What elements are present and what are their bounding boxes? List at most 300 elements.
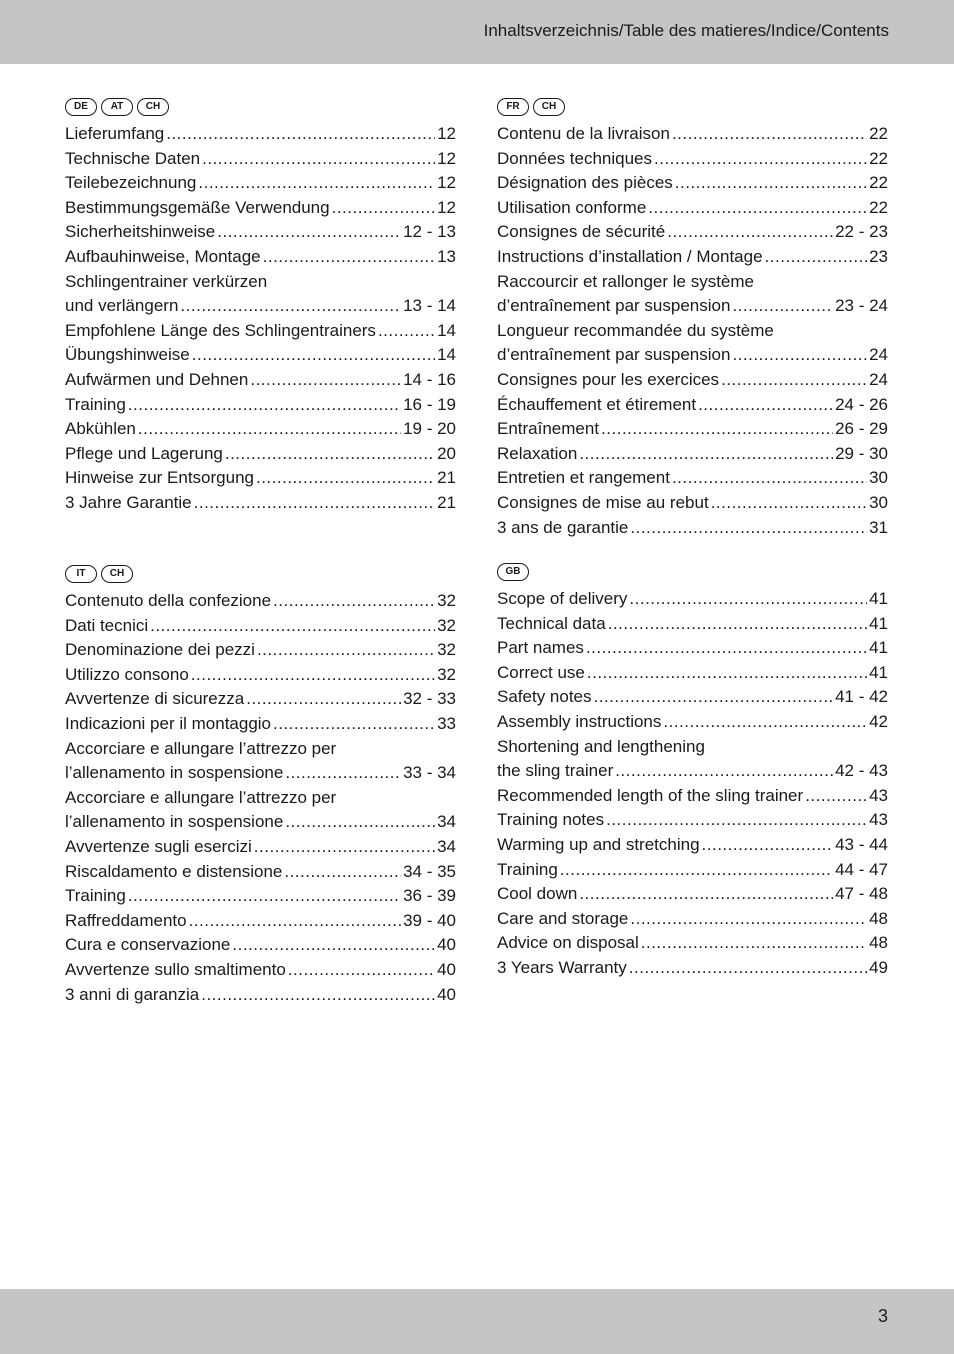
toc-entry-page: 22 — [869, 173, 888, 193]
dot-leader — [254, 835, 435, 860]
dot-leader — [128, 884, 401, 909]
toc-entry[interactable] — [65, 343, 456, 368]
toc-entry-title: Utilisation conforme — [497, 197, 647, 217]
toc-entry-page: 14 - 16 — [403, 369, 456, 389]
toc-entry-page: 31 — [869, 517, 888, 537]
toc-entry-line — [65, 933, 456, 958]
toc-entry-page: 14 — [437, 320, 456, 340]
toc-entry[interactable] — [65, 220, 456, 245]
toc-entry-page: 23 — [869, 246, 888, 266]
toc-entry-page: 43 — [869, 810, 888, 830]
toc-entry-title: Recommended length of the sling trainer — [497, 785, 804, 805]
toc-section-it — [65, 563, 456, 1007]
dot-leader — [285, 761, 401, 786]
country-badges — [65, 96, 456, 118]
toc-entry-title: Sicherheitshinweise — [65, 222, 216, 242]
country-badge-it: IT — [65, 565, 97, 583]
dot-leader — [629, 587, 867, 612]
toc-entry[interactable] — [65, 958, 456, 983]
dot-leader — [615, 759, 833, 784]
toc-entry-line — [65, 417, 456, 442]
toc-entry-title: l’allenamento in sospensione — [65, 763, 284, 783]
dot-leader — [654, 147, 867, 172]
dot-leader — [587, 661, 867, 686]
toc-entry-title: Empfohlene Länge des Schlingentrainers — [65, 320, 376, 340]
toc-entry[interactable] — [497, 491, 888, 516]
toc-entry-title: Hinweise zur Entsorgung — [65, 468, 254, 488]
toc-entry[interactable] — [65, 983, 456, 1008]
toc-entry-page: 22 - 23 — [835, 222, 888, 242]
toc-entry-title: Utilizzo consono — [65, 664, 189, 684]
toc-entry-title: Part names — [497, 638, 584, 658]
toc-entry-title: d’entraînement par suspension — [497, 296, 731, 316]
toc-entry-line — [65, 810, 456, 835]
toc-entry-page: 41 — [869, 589, 888, 608]
toc-entry[interactable] — [497, 368, 888, 393]
toc-entry-line — [497, 931, 888, 956]
toc-entry-title: Warming up and stretching — [497, 834, 700, 854]
toc-entry-page: 22 — [869, 124, 888, 143]
toc-entry[interactable] — [65, 393, 456, 418]
toc-entry-page: 41 — [869, 613, 888, 633]
toc-entry-line — [497, 294, 888, 319]
toc-entry-line — [497, 491, 888, 516]
toc-entry[interactable] — [65, 614, 456, 639]
dot-leader — [641, 931, 867, 956]
toc-entry-title: Lieferumfang — [65, 124, 165, 143]
toc-entry-page: 21 — [437, 468, 456, 488]
toc-entry-line — [497, 122, 888, 147]
dot-leader — [630, 907, 867, 932]
toc-entry[interactable] — [65, 835, 456, 860]
dot-leader — [560, 858, 833, 883]
dot-leader — [217, 220, 401, 245]
toc-entry-line — [497, 442, 888, 467]
toc-entry[interactable] — [497, 956, 888, 981]
dot-leader — [250, 368, 401, 393]
dot-leader — [257, 638, 435, 663]
toc-entry-title: Abkühlen — [65, 419, 136, 439]
dot-leader — [202, 147, 435, 172]
toc-entry-line — [65, 122, 456, 147]
toc-entry-title: Entretien et rangement — [497, 468, 670, 488]
toc-entry-line — [497, 147, 888, 172]
toc-entry-page: 43 - 44 — [835, 834, 888, 854]
toc-entry-line — [65, 761, 456, 786]
toc-entry-line — [497, 516, 888, 541]
dot-leader — [667, 220, 833, 245]
toc-list — [65, 122, 456, 516]
dot-leader — [608, 612, 867, 637]
country-badge-fr: FR — [497, 98, 529, 116]
toc-entry-line — [65, 663, 456, 688]
dot-leader — [128, 393, 401, 418]
toc-entry[interactable] — [497, 122, 888, 147]
toc-entry-title: Übungshinweise — [65, 345, 190, 365]
toc-entry[interactable] — [65, 171, 456, 196]
dot-leader — [702, 833, 834, 858]
toc-entry-title: Consignes de sécurité — [497, 222, 666, 242]
toc-entry-page: 26 - 29 — [835, 419, 888, 439]
toc-entry-page: 24 — [869, 345, 888, 365]
toc-entry-title: Avvertenze sugli esercizi — [65, 836, 252, 856]
toc-entry-title: Training — [65, 886, 126, 906]
toc-entry[interactable] — [497, 858, 888, 883]
toc-entry[interactable] — [65, 147, 456, 172]
toc-entry-title: und verlängern — [65, 296, 179, 316]
toc-entry-page: 43 — [869, 785, 888, 805]
toc-entry-line — [497, 833, 888, 858]
toc-entry[interactable] — [497, 636, 888, 661]
toc-entry-line — [497, 784, 888, 809]
toc-entry-line — [497, 417, 888, 442]
toc-entry[interactable] — [497, 245, 888, 270]
toc-entry[interactable] — [65, 663, 456, 688]
dot-leader — [166, 122, 435, 147]
toc-entry-page: 12 — [437, 173, 456, 193]
toc-entry-line — [497, 907, 888, 932]
toc-entry-line — [65, 245, 456, 270]
toc-entry-line — [497, 343, 888, 368]
toc-entry-title: Indicazioni per il montaggio — [65, 713, 272, 733]
country-badges — [497, 96, 888, 118]
dot-leader — [586, 636, 867, 661]
toc-entry-page: 34 - 35 — [403, 861, 456, 881]
toc-entry-page: 40 — [437, 935, 456, 955]
toc-entry-title: 3 ans de garantie — [497, 517, 629, 537]
toc-entry-page: 32 — [437, 591, 456, 610]
toc-entry[interactable] — [65, 319, 456, 344]
toc-entry[interactable] — [65, 122, 456, 147]
dot-leader — [675, 171, 867, 196]
toc-entry-line — [65, 638, 456, 663]
toc-entry[interactable] — [65, 196, 456, 221]
toc-entry-page: 16 - 19 — [403, 394, 456, 414]
toc-entry-line — [65, 491, 456, 516]
toc-entry-line — [65, 860, 456, 885]
toc-entry-title: Consignes de mise au rebut — [497, 492, 709, 512]
dot-leader — [629, 956, 867, 981]
toc-entry-title: Aufwärmen und Dehnen — [65, 369, 249, 389]
toc-entry-line — [65, 171, 456, 196]
toc-entry[interactable] — [65, 368, 456, 393]
toc-entry-page: 12 — [437, 197, 456, 217]
dot-leader — [765, 245, 868, 270]
toc-entry-page: 41 — [869, 638, 888, 658]
toc-entry-line — [65, 393, 456, 418]
toc-entry-page: 48 — [869, 933, 888, 953]
country-badges — [65, 563, 456, 585]
dot-leader — [256, 466, 435, 491]
toc-entry-title-line1: Shortening and lengthening — [497, 736, 705, 756]
toc-entry-title: Contenuto della confezione — [65, 591, 272, 610]
toc-entry-title: Aufbauhinweise, Montage — [65, 246, 261, 266]
country-badge-de: DE — [65, 98, 97, 116]
toc-entry[interactable] — [65, 933, 456, 958]
dot-leader — [191, 663, 435, 688]
toc-entry-page: 32 — [437, 640, 456, 660]
dot-leader — [273, 589, 435, 614]
toc-entry[interactable] — [65, 466, 456, 491]
toc-entry-line — [497, 685, 888, 710]
dot-leader — [672, 122, 867, 147]
toc-entry[interactable] — [497, 270, 888, 319]
toc-entry[interactable] — [65, 687, 456, 712]
toc-entry-line — [65, 319, 456, 344]
toc-entry[interactable] — [497, 147, 888, 172]
toc-entry-title: Advice on disposal — [497, 933, 639, 953]
toc-entry-title: Données techniques — [497, 148, 653, 168]
dot-leader — [601, 417, 833, 442]
toc-entry-line — [65, 196, 456, 221]
toc-entry-page: 29 - 30 — [835, 443, 888, 463]
dot-leader — [288, 958, 435, 983]
dot-leader — [284, 860, 401, 885]
country-badge-gb: GB — [497, 563, 529, 581]
toc-entry-line — [497, 196, 888, 221]
toc-entry-title: Bestimmungsgemäße Verwendung — [65, 197, 330, 217]
toc-entry[interactable] — [65, 638, 456, 663]
toc-entry-title: Contenu de la livraison — [497, 124, 670, 143]
toc-entry-title: Désignation des pièces — [497, 173, 673, 193]
toc-entry-title: Teilebezeichnung — [65, 173, 197, 193]
toc-entry-title: 3 anni di garanzia — [65, 984, 200, 1004]
toc-entry[interactable] — [497, 612, 888, 637]
toc-section-fr — [497, 96, 888, 540]
toc-entry-title: Instructions d’installation / Montage — [497, 246, 763, 266]
toc-entry-page: 19 - 20 — [403, 419, 456, 439]
toc-entry-line — [65, 147, 456, 172]
toc-entry-line — [497, 612, 888, 637]
dot-leader — [198, 171, 435, 196]
toc-entry-title: Avvertenze di sicurezza — [65, 689, 245, 709]
toc-entry[interactable] — [497, 833, 888, 858]
dot-leader — [732, 343, 867, 368]
toc-list — [497, 587, 888, 981]
dot-leader — [263, 245, 435, 270]
toc-entry-title: Technical data — [497, 613, 606, 633]
toc-entry-title: Denominazione dei pezzi — [65, 640, 255, 660]
toc-entry-line — [65, 614, 456, 639]
toc-entry-title: Scope of delivery — [497, 589, 628, 608]
toc-entry[interactable] — [497, 808, 888, 833]
toc-entry[interactable] — [497, 196, 888, 221]
dot-leader — [630, 516, 867, 541]
toc-entry-page: 34 — [437, 836, 456, 856]
toc-entry-page: 20 — [437, 443, 456, 463]
toc-entry-title-line1: Longueur recommandée du système — [497, 320, 774, 340]
toc-entry-page: 41 - 42 — [835, 687, 888, 707]
toc-entry-page: 34 — [437, 812, 456, 832]
toc-entry-page: 39 - 40 — [403, 910, 456, 930]
toc-entry[interactable] — [65, 417, 456, 442]
toc-entry-title: Care and storage — [497, 908, 629, 928]
toc-entry-title: 3 Years Warranty — [497, 957, 627, 977]
toc-entry-page: 22 — [869, 197, 888, 217]
toc-entry[interactable] — [497, 931, 888, 956]
toc-entry[interactable] — [65, 245, 456, 270]
toc-entry-page: 48 — [869, 908, 888, 928]
toc-entry-title-line1: Accorciare e allungare l’attrezzo per — [65, 787, 337, 807]
toc-entry[interactable] — [497, 784, 888, 809]
country-badge-at: AT — [101, 98, 133, 116]
toc-entry[interactable] — [65, 860, 456, 885]
toc-entry-page: 21 — [437, 492, 456, 512]
toc-entry-page: 30 — [869, 468, 888, 488]
toc-entry-line — [65, 909, 456, 934]
dot-leader — [378, 319, 435, 344]
toc-entry-line — [65, 687, 456, 712]
toc-entry[interactable] — [65, 884, 456, 909]
toc-entry[interactable] — [497, 587, 888, 612]
toc-entry-page: 12 — [437, 124, 456, 143]
toc-entry-title: Riscaldamento e distensione — [65, 861, 283, 881]
toc-entry-line — [65, 712, 456, 737]
toc-entry-line — [65, 442, 456, 467]
toc-entry-page: 24 — [869, 369, 888, 389]
toc-entry-page: 12 - 13 — [403, 222, 456, 242]
toc-entry-line — [65, 220, 456, 245]
toc-entry-title: Relaxation — [497, 443, 578, 463]
country-badges — [497, 561, 888, 583]
toc-entry-line — [65, 466, 456, 491]
toc-entry-title: Training — [65, 394, 126, 414]
toc-entry-title: Assembly instructions — [497, 711, 662, 731]
toc-entry-title: Consignes pour les exercices — [497, 369, 720, 389]
dot-leader — [606, 808, 867, 833]
dot-leader — [672, 466, 867, 491]
toc-entry-title: Échauffement et étirement — [497, 394, 697, 414]
toc-entry-line — [497, 393, 888, 418]
toc-entry-line — [497, 368, 888, 393]
toc-entry-line — [65, 958, 456, 983]
toc-entry[interactable] — [65, 737, 456, 786]
toc-entry-page: 14 — [437, 345, 456, 365]
toc-section-de — [65, 96, 456, 516]
toc-entry[interactable] — [497, 882, 888, 907]
dot-leader — [273, 712, 435, 737]
toc-entry-title-line1: Accorciare e allungare l’attrezzo per — [65, 738, 337, 758]
toc-entry-line — [497, 171, 888, 196]
toc-entry[interactable] — [497, 685, 888, 710]
toc-entry[interactable] — [65, 712, 456, 737]
toc-entry-line — [497, 245, 888, 270]
toc-entry-page: 33 - 34 — [403, 763, 456, 783]
dot-leader — [138, 417, 401, 442]
dot-leader — [225, 442, 435, 467]
toc-entry[interactable] — [497, 710, 888, 735]
dot-leader — [594, 685, 834, 710]
dot-leader — [180, 294, 401, 319]
toc-entry[interactable] — [497, 661, 888, 686]
toc-entry-title: Safety notes — [497, 687, 592, 707]
toc-list — [497, 122, 888, 540]
toc-entry-page: 33 — [437, 713, 456, 733]
toc-entry-title: l’allenamento in sospensione — [65, 812, 284, 832]
dot-leader — [332, 196, 435, 221]
country-badge-ch: CH — [101, 565, 133, 583]
toc-entry-page: 13 - 14 — [403, 296, 456, 316]
toc-entry-page: 23 - 24 — [835, 296, 888, 316]
toc-entry-title: Dati tecnici — [65, 615, 149, 635]
dot-leader — [285, 810, 435, 835]
toc-entry[interactable] — [497, 516, 888, 541]
toc-entry-title: Technische Daten — [65, 148, 201, 168]
toc-entry-line — [497, 710, 888, 735]
toc-entry[interactable] — [65, 270, 456, 319]
toc-entry-page: 40 — [437, 984, 456, 1004]
dot-leader — [246, 687, 401, 712]
toc-entry[interactable] — [497, 442, 888, 467]
dot-leader — [150, 614, 435, 639]
dot-leader — [732, 294, 833, 319]
toc-entry[interactable] — [497, 393, 888, 418]
toc-entry-line — [65, 368, 456, 393]
toc-entry-line — [497, 858, 888, 883]
toc-entry-line — [497, 808, 888, 833]
toc-entry-page: 42 - 43 — [835, 761, 888, 781]
toc-entry[interactable] — [497, 319, 888, 368]
toc-entry-line — [65, 294, 456, 319]
toc-entry[interactable] — [497, 171, 888, 196]
toc-entry-line — [497, 882, 888, 907]
dot-leader — [698, 393, 833, 418]
toc-entry-line — [497, 956, 888, 981]
page-header-title: Inhaltsverzeichnis/Table des matieres/Indice/Contents — [483, 21, 889, 40]
toc-entry-page: 12 — [437, 148, 456, 168]
toc-entry-title: 3 Jahre Garantie — [65, 492, 192, 512]
toc-entry[interactable] — [65, 442, 456, 467]
toc-entry-page: 47 - 48 — [835, 884, 888, 904]
dot-leader — [663, 710, 867, 735]
toc-entry-title: Raffreddamento — [65, 910, 187, 930]
toc-entry-title: Training notes — [497, 810, 605, 830]
toc-entry[interactable] — [65, 909, 456, 934]
dot-leader — [192, 343, 435, 368]
toc-section-gb — [497, 561, 888, 981]
toc-entry-line — [65, 884, 456, 909]
toc-entry-title: d’entraînement par suspension — [497, 345, 731, 365]
dot-leader — [721, 368, 867, 393]
header-bar — [0, 0, 954, 64]
toc-entry[interactable] — [497, 466, 888, 491]
toc-entry-page: 24 - 26 — [835, 394, 888, 414]
country-badge-ch: CH — [533, 98, 565, 116]
toc-entry-title-line1: Raccourcir et rallonger le système — [497, 271, 754, 291]
toc-entry-title: Cura e conservazione — [65, 935, 231, 955]
toc-entry[interactable] — [497, 735, 888, 784]
toc-entry-title: Cool down — [497, 884, 578, 904]
toc-entry-line — [497, 220, 888, 245]
toc-entry[interactable] — [65, 491, 456, 516]
toc-entry-page: 32 — [437, 615, 456, 635]
dot-leader — [805, 784, 867, 809]
toc-entry-title: Avvertenze sullo smaltimento — [65, 959, 286, 979]
toc-entry-page: 32 - 33 — [403, 689, 456, 709]
toc-entry-line — [497, 636, 888, 661]
toc-entry[interactable] — [65, 589, 456, 614]
toc-entry[interactable] — [497, 907, 888, 932]
toc-entry-page: 44 - 47 — [835, 859, 888, 879]
toc-entry-title: Entraînement — [497, 419, 600, 439]
toc-entry[interactable] — [497, 220, 888, 245]
toc-entry-title: the sling trainer — [497, 761, 614, 781]
toc-entry[interactable] — [497, 417, 888, 442]
dot-leader — [194, 491, 435, 516]
dot-leader — [579, 882, 833, 907]
toc-entry[interactable] — [65, 786, 456, 835]
toc-entry-page: 42 — [869, 711, 888, 731]
